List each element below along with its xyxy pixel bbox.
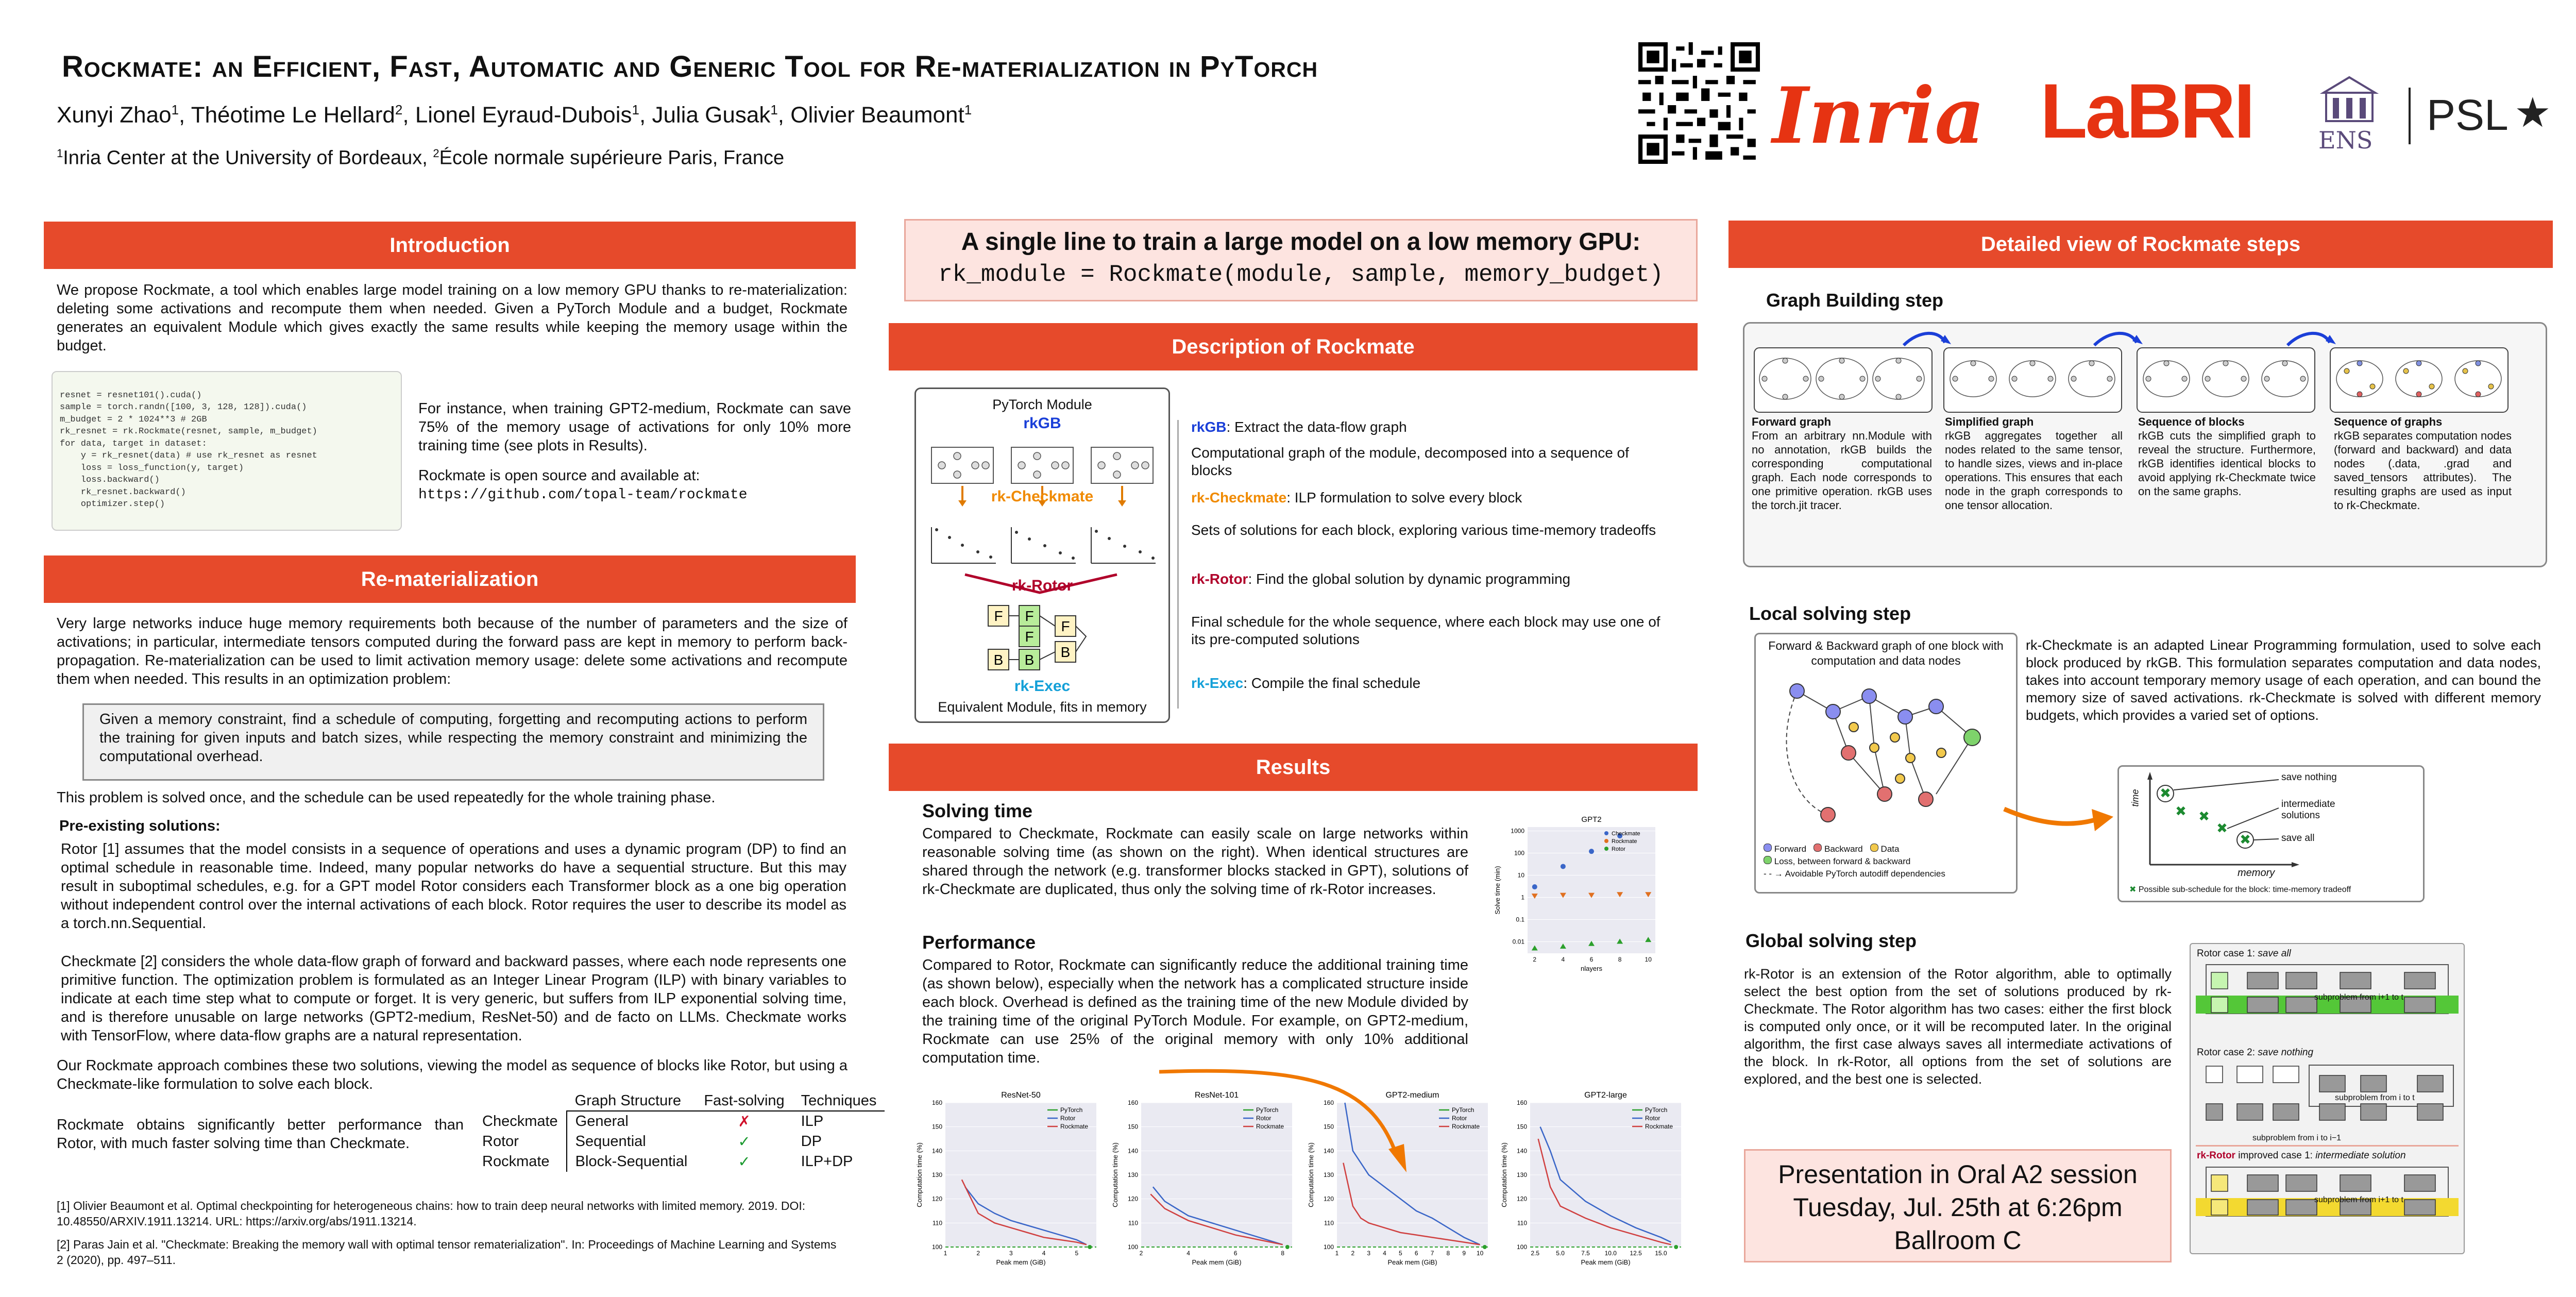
- global-solving-title: Global solving step: [1745, 930, 1917, 951]
- svg-text:✖: ✖: [2240, 832, 2251, 847]
- local-solving-text: rk-Checkmate is an adapted Linear Programming formulation, used to solve each block produced by rkGB. This formulation separates computation and data nodes, takes into account temporary memory usage of each operation, and can bound the memory size of saved activations. rk-Checkmate is solved with different memory budgets, which provides a varied set of options.: [2026, 637, 2541, 723]
- code-example: resnet = resnet101().cuda() sample = torch.randn([100, 3, 128, 128]).cuda() m_budget = 2 * 1024**3 # 2GB rk_resnet = rk.Rockmate(resnet, sample, m_budget) for data, target in dataset: y = rk_resnet(data) # use rk_resnet as resnet loss = loss_function(y, target) loss.backward() rk_resnet.backward() optimizer.step(): [52, 371, 402, 531]
- legend-label: PyTorch: [1256, 1106, 1279, 1114]
- x-tick-label: 8: [1281, 1250, 1285, 1257]
- x-tick-label: 1: [943, 1250, 947, 1257]
- psl-logo: PSL: [2427, 91, 2509, 139]
- svg-text:F: F: [1061, 618, 1070, 634]
- x-tick-label: 4: [1383, 1250, 1386, 1257]
- y-tick-label: 140: [1127, 1147, 1138, 1155]
- rockmate-approach: Our Rockmate approach combines these two solutions, viewing the model as sequence of blocks like Rotor, but using a Checkmate-like formulation to solve each block.: [57, 1057, 848, 1092]
- description-heading: Description of Rockmate: [889, 323, 1698, 370]
- legend-label: PyTorch: [1452, 1106, 1475, 1114]
- y-tick-label: 110: [932, 1219, 942, 1227]
- x-tick-label: 9: [1462, 1250, 1466, 1257]
- y-axis-label: Computation time (%): [916, 1142, 923, 1207]
- legend-label: Rotor: [1256, 1115, 1272, 1122]
- chart-title: ResNet-101: [1194, 1091, 1239, 1100]
- table-row: Checkmate General ✗ ILP: [474, 1111, 885, 1132]
- x-tick-label: 4: [1561, 956, 1565, 963]
- step-rk-rotor: rk-Rotor: Find the global solution by dynamic programming: [1191, 571, 1571, 587]
- legend-label: PyTorch: [1645, 1106, 1668, 1114]
- gb-simplified-graph: Simplified graph rkGB aggregates together all nodes related to the same tensor, to handle sizes, views and in-place operations. This ensures that each node in the graph corresponds to one tensor allocation.: [1945, 415, 2123, 512]
- svg-text:B: B: [993, 652, 1004, 668]
- x-tick-label: 5.0: [1556, 1250, 1565, 1257]
- gb-forward-graph: Forward graph From an arbitrary nn.Module with no annotation, rkGB builds the corresponding computational graph. Each node corresponds to one primitive operation. rkGB uses the torch.jit tracer.: [1752, 415, 1932, 512]
- y-tick-label: 160: [1323, 1099, 1334, 1106]
- remat-heading: Re-materialization: [44, 555, 856, 603]
- ens-building-icon: [2318, 72, 2380, 124]
- step-solutions: Sets of solutions for each block, exploring various time-memory tradeoffs: [1191, 522, 1656, 538]
- legend-label: Rotor: [1452, 1115, 1467, 1122]
- local-graph-caption: Forward & Backward graph of one block with computation and data nodes: [1768, 639, 2004, 667]
- data-point-pytorch: [1483, 1245, 1487, 1249]
- table-row: Rotor Sequential ✓ DP: [474, 1132, 885, 1152]
- y-tick-label: 140: [1516, 1147, 1527, 1155]
- local-solving-title: Local solving step: [1749, 603, 1911, 624]
- graph-building-diagrams: [1749, 330, 2537, 417]
- gpt2-large-chart: [1499, 1087, 1687, 1278]
- tradeoff-box: ✖ ✖ ✖ ✖ ✖ save nothing intermediate solutions save all time memory ✖ Possible sub-schedule for the block: time-memory tradeoff: [2117, 765, 2425, 902]
- y-tick-label: 160: [931, 1099, 942, 1106]
- rk-rotor-label: rk-Rotor: [1011, 577, 1073, 594]
- x-tick-label: 2: [976, 1250, 980, 1257]
- x-tick-label: 3: [1367, 1250, 1371, 1257]
- affiliations: $^1$Inria Center at the University of Bordeaux, $^2$École normale supérieure Paris, France: [57, 147, 785, 169]
- y-axis-label: Computation time (%): [1500, 1142, 1508, 1207]
- legend-label: Rockmate: [1612, 838, 1637, 845]
- labri-logo: LaBRI: [2040, 68, 2253, 154]
- y-tick-label: 10: [1517, 871, 1524, 879]
- one-line-box: [904, 219, 1698, 301]
- svg-text:F: F: [1025, 608, 1034, 624]
- step-rkgb: rkGB: Extract the data-flow graph: [1191, 419, 1407, 435]
- svg-text:F: F: [994, 608, 1003, 624]
- solving-time-text: Compared to Checkmate, Rockmate can easily scale on large networks within reasonable solving time (as shown on the right). When identical structures are shared through the network (e.g. transformer blocks stacked in GPT), solutions of rk-Checkmate are duplicated, thus only the solving time of rk-Rotor increases.: [922, 826, 1468, 898]
- data-point-checkmate: [1561, 864, 1566, 869]
- intro-gpt2-note: For instance, when training GPT2-medium, Rockmate can save 75% of the memory usage of activations for only 10% more training time (see plots in Results).: [418, 400, 851, 454]
- presentation-room: Ballroom C: [1894, 1226, 2022, 1255]
- step-rk-checkmate: rk-Checkmate: ILP formulation to solve every block: [1191, 490, 1522, 506]
- y-tick-label: 110: [1517, 1219, 1527, 1227]
- data-point-pytorch: [1285, 1245, 1290, 1249]
- y-tick-label: 0.1: [1516, 916, 1524, 923]
- svg-text:F: F: [1025, 629, 1034, 645]
- legend-label: Rockmate: [1645, 1123, 1673, 1130]
- y-axis-label: Computation time (%): [1111, 1142, 1119, 1207]
- svg-text:B: B: [1060, 644, 1071, 660]
- x-tick-label: 2.5: [1531, 1250, 1540, 1257]
- x-tick-label: 4: [1187, 1250, 1190, 1257]
- step-rk-exec: rk-Exec: Compile the final schedule: [1191, 675, 1421, 691]
- y-tick-label: 100: [1323, 1243, 1334, 1251]
- comparison-table: [474, 1091, 885, 1172]
- rotor-description: Rotor [1] assumes that the model consists in a sequence of operations and uses a dynamic program (DP) to find an optimal schedule in reasonable time. Indeed, many popular networks do have a sequential structure. But this may result in suboptimal schedules, e.g. for a GPT model Rotor considers each Transformer block as a one big operation without independent control over the internal activations of each block. Rotor requires the user to describe its model as a torch.nn.Sequential.: [61, 841, 846, 932]
- legend-label: Rotor: [1060, 1115, 1076, 1122]
- y-tick-label: 100: [1514, 849, 1524, 857]
- y-tick-label: 160: [1516, 1099, 1527, 1106]
- rockmate-summary: Rockmate obtains significantly better performance than Rotor, with much faster solving time than Checkmate.: [57, 1117, 464, 1152]
- svg-text:✖: ✖: [2198, 808, 2210, 824]
- x-axis-label: Peak mem (GiB): [1581, 1258, 1631, 1266]
- x-tick-label: 7.5: [1581, 1250, 1590, 1257]
- y-tick-label: 120: [1516, 1195, 1527, 1203]
- one-line-code: rk_module = Rockmate(module, sample, memory_budget): [938, 261, 1664, 288]
- local-graph-box: [1754, 633, 2018, 894]
- table-row: Rockmate Block-Sequential ✓ ILP+DP: [474, 1152, 885, 1172]
- legend-label: Rotor: [1612, 846, 1625, 852]
- star-icon: ★: [2514, 90, 2551, 136]
- pipeline-diagram: [914, 388, 1170, 723]
- one-line-title: A single line to train a large model on a low memory GPU:: [961, 228, 1641, 256]
- performance-text: Compared to Rotor, Rockmate can significantly reduce the additional training time (as shown below), especially when the network has a complicated structure inside each block. Overhead is defined as the training time of the new Module divided by the training time of the original PyTorch Module. For example, on GPT2-medium, Rockmate can use 25% of the original memory with only 10% additional computation time.: [922, 957, 1468, 1066]
- intro-paragraph: We propose Rockmate, a tool which enables large model training on a low memory GPU thanks to re-materialization: deleting some activations and recompute them when needed. Given a PyTorch Module and a budget, Rockmate generates an equivalent Module which gives exactly the same results while keeping the memory usage within the budget.: [57, 282, 848, 354]
- reference-2: [2] Paras Jain et al. "Checkmate: Breaking the memory wall with optimal tensor rematerialization". In: Proceedings of Machine Learning and Systems 2 (2020), pp. 497–511.: [57, 1238, 837, 1267]
- step-schedule: Final schedule for the whole sequence, where each block may use one of its pre-computed solutions: [1191, 614, 1660, 647]
- legend-swatch: [1604, 839, 1608, 843]
- gb-sequence-of-blocks: Sequence of blocks rkGB cuts the simplified graph to reveal the structure. Furthermore, rkGB identifies identical blocks to avoid applying rk-Checkmate twice on the same graphs.: [2138, 415, 2316, 498]
- x-axis-label: Peak mem (GiB): [996, 1258, 1046, 1266]
- checkmate-description: Checkmate [2] considers the whole data-flow graph of forward and backward passes, where each node represents one primitive function. The optimization problem is formulated as an Integer Linear Program (ILP) with binary variables to indicate at each time step what to compute or forget. It is very generic, but suffers from ILP exponential solving time, and is therefore unusable on large networks (GPT2-medium, ResNet-50) and de facto on LLMs. Checkmate works with TensorFlow, where data-flow graphs are a natural representation.: [61, 953, 846, 1044]
- legend-label: Rockmate: [1256, 1123, 1284, 1130]
- x-tick-label: 4: [1042, 1250, 1046, 1257]
- results-heading: Results: [889, 744, 1698, 791]
- gpt2-solve-time-chart: [1492, 812, 1662, 982]
- x-tick-label: 12.5: [1630, 1250, 1642, 1257]
- x-tick-label: 6: [1414, 1250, 1418, 1257]
- y-tick-label: 100: [1516, 1243, 1527, 1251]
- solving-time-title: Solving time: [922, 800, 1033, 821]
- rk-exec-label: rk-Exec: [1014, 678, 1071, 695]
- svg-text:✖: ✖: [2216, 820, 2228, 836]
- y-tick-label: 130: [1323, 1171, 1334, 1178]
- x-tick-label: 5: [1075, 1250, 1079, 1257]
- presentation-box: [1744, 1149, 2172, 1262]
- ens-logo: ENS: [2318, 126, 2373, 154]
- y-axis-label: Solve time (min): [1494, 866, 1501, 915]
- inria-logo: Inria: [1772, 71, 1985, 161]
- remat-once: This problem is solved once, and the schedule can be used repeatedly for the whole training phase.: [57, 789, 716, 806]
- equivalent-module-label: Equivalent Module, fits in memory: [938, 699, 1147, 715]
- x-tick-label: 10.0: [1604, 1250, 1617, 1257]
- svg-text:✖: ✖: [2175, 803, 2187, 819]
- x-tick-label: 7: [1430, 1250, 1434, 1257]
- legend-swatch: [1604, 831, 1608, 835]
- x-axis-label: nlayers: [1581, 965, 1602, 972]
- data-point-pytorch: [1674, 1245, 1678, 1249]
- x-axis-label: Peak mem (GiB): [1192, 1258, 1242, 1266]
- y-tick-label: 150: [1323, 1123, 1334, 1131]
- legend-label: PyTorch: [1060, 1106, 1083, 1114]
- performance-title: Performance: [922, 932, 1036, 953]
- y-tick-label: 150: [1127, 1123, 1138, 1131]
- gb-sequence-of-graphs: Sequence of graphs rkGB separates computation nodes (forward and backward) and data nodes (.data, .grad and saved_tensors attributes). The resulting graphs are used as input to rk-Checkmate.: [2334, 415, 2512, 512]
- global-solving-text: rk-Rotor is an extension of the Rotor algorithm, able to optimally select the best option from the set of solutions produced by rk-Checkmate. The Rotor algorithm has two cases: either the first block is computed only once, or it will be recomputed later. In the original algorithm, the first case always saves all intermediate activations of the block. In rk-Rotor, all options from the set of solutions are explored, and the best one is selected.: [1744, 966, 2172, 1087]
- y-tick-label: 130: [931, 1171, 942, 1178]
- graph-building-title: Graph Building step: [1766, 290, 1944, 311]
- pytorch-module-label: PyTorch Module: [992, 397, 1092, 412]
- data-point-checkmate: [1589, 849, 1594, 854]
- data-point-checkmate: [1532, 884, 1537, 889]
- x-tick-label: 3: [1009, 1250, 1013, 1257]
- y-tick-label: 120: [1127, 1195, 1138, 1203]
- chart-title: GPT2: [1581, 815, 1602, 824]
- remat-paragraph: Very large networks induce huge memory requirements both because of the number of parameters and the size of activations; in particular, intermediate tensors computed during the forward pass are kept in memory to perform back-propagation. Re-materialization can be used to limit activation memory usage: delete some activations and recompute them when needed. This results in an optimization problem:: [57, 615, 848, 687]
- table-header-row: Graph Structure Fast-solving Techniques: [474, 1091, 885, 1111]
- y-tick-label: 1: [1521, 894, 1524, 901]
- x-tick-label: 10: [1645, 956, 1652, 963]
- intro-heading: Introduction: [44, 222, 856, 269]
- x-tick-label: 10: [1476, 1250, 1484, 1257]
- y-tick-label: 100: [1127, 1243, 1138, 1251]
- x-tick-label: 15.0: [1655, 1250, 1667, 1257]
- x-tick-label: 2: [1351, 1250, 1355, 1257]
- y-tick-label: 140: [1323, 1147, 1334, 1155]
- x-tick-label: 1: [1335, 1250, 1339, 1257]
- y-tick-label: 160: [1127, 1099, 1138, 1106]
- y-tick-label: 130: [1516, 1171, 1527, 1178]
- poster-title: Rockmate: an Efficient, Fast, Automatic and Generic Tool for Re-materialization in PyTorch: [62, 50, 1318, 83]
- step-graph: Computational graph of the module, decomposed into a sequence of blocks: [1191, 445, 1629, 478]
- x-tick-label: 2: [1139, 1250, 1143, 1257]
- y-tick-label: 110: [1128, 1219, 1138, 1227]
- x-tick-label: 6: [1233, 1250, 1238, 1257]
- legend-swatch: [1604, 847, 1608, 851]
- presentation-session: Presentation in Oral A2 session: [1778, 1160, 2138, 1189]
- qr-code[interactable]: [1638, 42, 1760, 164]
- y-tick-label: 130: [1127, 1171, 1138, 1178]
- svg-text:✖: ✖: [2160, 785, 2171, 801]
- y-tick-label: 100: [931, 1243, 942, 1251]
- author-list: Xunyi Zhao$^1$, Théotime Le Hellard$^2$, Lionel Eyraud-Dubois$^1$, Julia Gusak$^1$, Olivier Beaumont$^1$: [57, 102, 972, 128]
- x-tick-label: 8: [1618, 956, 1622, 963]
- logo-divider: [2409, 88, 2411, 144]
- problem-box: Given a memory constraint, find a schedule of computing, forgetting and recomputing actions to perform the training for given inputs and batch sizes, while respecting the memory constraint and minimizing the computational overhead.: [82, 703, 824, 781]
- data-point-pytorch: [1088, 1245, 1092, 1249]
- chart-title: ResNet-50: [1001, 1091, 1041, 1100]
- y-tick-label: 0.01: [1512, 938, 1524, 946]
- intro-open-source: Rockmate is open source and available at:: [418, 467, 700, 484]
- x-axis-label: Peak mem (GiB): [1387, 1258, 1437, 1266]
- x-tick-label: 2: [1533, 956, 1537, 963]
- x-tick-label: 8: [1446, 1250, 1450, 1257]
- tradeoff-arrow: [1999, 796, 2117, 848]
- chart-title: GPT2-large: [1584, 1091, 1627, 1100]
- plot-area: [1528, 827, 1655, 953]
- reference-1: [1] Olivier Beaumont et al. Optimal checkpointing for heterogeneous chains: how to train deep neural networks with limited memory. 2019. DOI: 10.48550/ARXIV.1911.13214. URL: https://arxiv.org/abs/1911.13214.: [57, 1199, 806, 1228]
- y-tick-label: 120: [1323, 1195, 1334, 1203]
- pre-existing-title: Pre-existing solutions:: [59, 818, 221, 834]
- rotor-cases-box: Rotor case 1: save all subproblem from i+1 to t Rotor case 2: save nothing subproblem from i to t subproblem from i to i−1 rk-Rotor improved case 1: intermediate solution subproblem from i+1 to t: [2190, 943, 2465, 1254]
- step-divider: [1177, 420, 1179, 709]
- detailed-heading: Detailed view of Rockmate steps: [1728, 221, 2553, 268]
- y-tick-label: 1000: [1511, 827, 1524, 835]
- y-tick-label: 110: [1324, 1219, 1334, 1227]
- svg-text:B: B: [1024, 652, 1035, 668]
- rkgb-label: rkGB: [1023, 415, 1061, 432]
- legend-label: Rockmate: [1452, 1123, 1480, 1130]
- y-axis-label: Computation time (%): [1307, 1142, 1315, 1207]
- local-legend: Forward Backward Data Loss, between forward & backward - - → Avoidable PyTorch autodiff dependencies: [1764, 844, 1945, 879]
- x-tick-label: 5: [1399, 1250, 1402, 1257]
- highlight-arrow: [1154, 1062, 1422, 1195]
- rk-checkmate-label: rk-Checkmate: [991, 488, 1094, 505]
- x-tick-label: 6: [1589, 956, 1594, 963]
- legend-label: Rotor: [1645, 1115, 1660, 1122]
- legend-label: Rockmate: [1060, 1123, 1089, 1130]
- y-tick-label: 140: [931, 1147, 942, 1155]
- legend-label: Checkmate: [1612, 831, 1640, 837]
- y-tick-label: 150: [931, 1123, 942, 1131]
- resnet50-chart: [914, 1087, 1103, 1278]
- github-link[interactable]: https://github.com/topal-team/rockmate: [418, 487, 748, 503]
- y-tick-label: 150: [1516, 1123, 1527, 1131]
- y-tick-label: 120: [931, 1195, 942, 1203]
- chart-title: GPT2-medium: [1385, 1091, 1439, 1100]
- presentation-time: Tuesday, Jul. 25th at 6:26pm: [1793, 1193, 2123, 1222]
